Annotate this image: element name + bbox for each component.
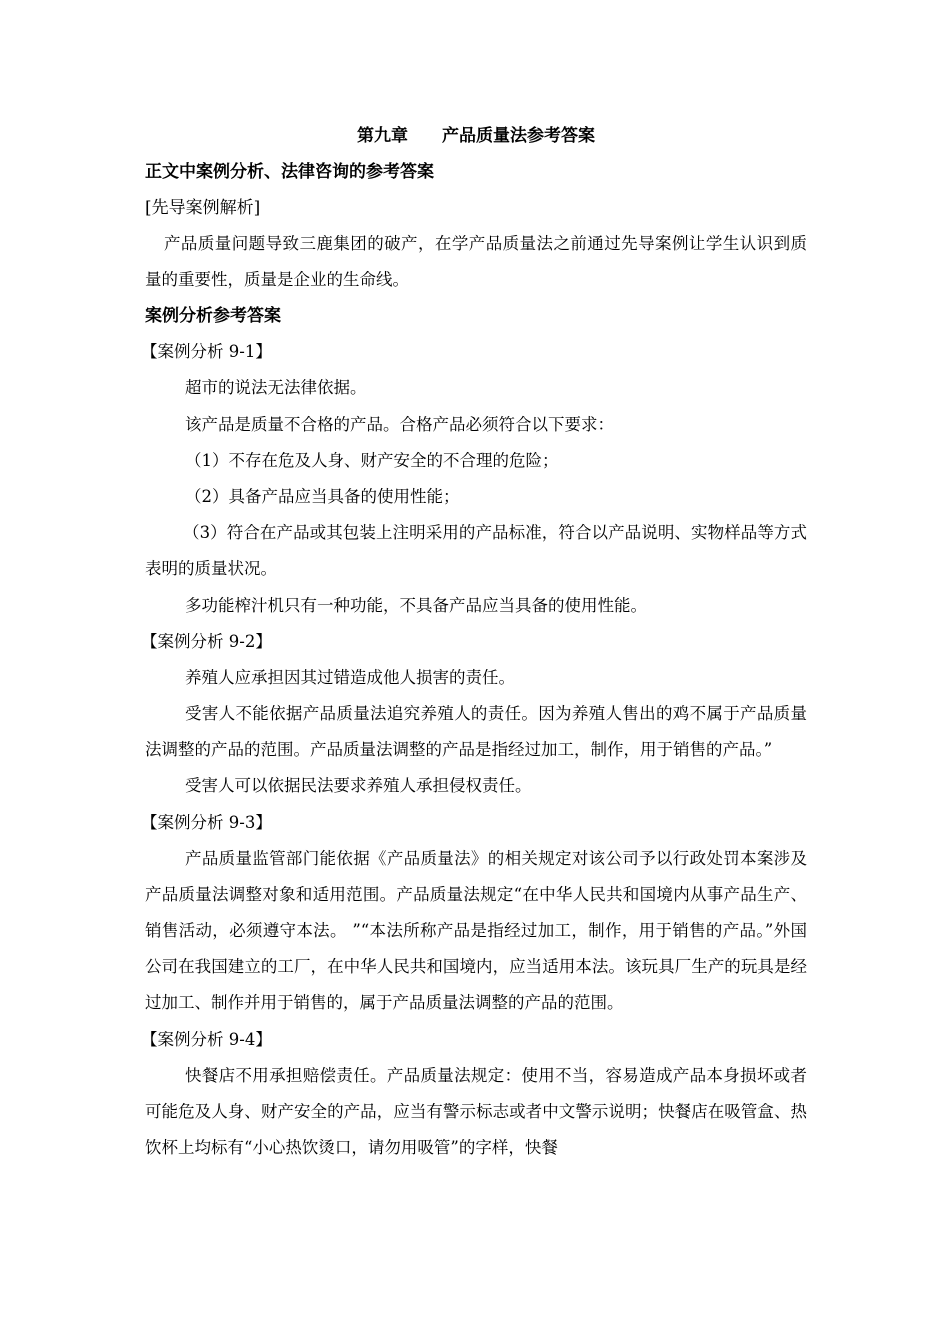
case-9-1-list-item: （3）符合在产品或其包装上注明采用的产品标准，符合以产品说明、实物样品等方式表明的质量状况。 <box>145 523 807 579</box>
intro-paragraph: 产品质量问题导致三鹿集团的破产，在学产品质量法之前通过先导案例让学生认识到质量的重要性，质量是企业的生命线。 <box>145 234 807 290</box>
section-heading: 正文中案例分析、法律咨询的参考答案 <box>145 162 434 182</box>
case-9-4-paragraph: 快餐店不用承担赔偿责任。产品质量法规定：使用不当，容易造成产品本身损坏或者可能危及人身、财产安全的产品，应当有警示标志或者中文警示说明；快餐店在吸管盒、热饮杯上均标有“小心热饮烫口，请勿用吸管”的字样，快餐 <box>145 1065 807 1158</box>
case-9-1-paragraph: 多功能榨汁机只有一种功能，不具备产品应当具备的使用性能。 <box>185 595 647 615</box>
case-9-1-paragraph: 该产品是质量不合格的产品。合格产品必须符合以下要求： <box>185 414 614 434</box>
case-9-1-list-item: （2）具备产品应当具备的使用性能； <box>185 487 460 507</box>
case-label-9-1: 【案例分析 9-1】 <box>141 342 272 362</box>
chapter-number: 第九章 <box>357 126 408 146</box>
case-9-3-paragraph: 产品质量监管部门能依据《产品质量法》的相关规定对该公司予以行政处罚本案涉及产品质量法调整对象和适用范围。产品质量法规定“在中华人民共和国境内从事产品生产、销售活动，必须遵守本法。 ”“本法所称产品是指经过加工，制作，用于销售的产品。”外国公司在我国建立的工厂，在中华人民共和国境内，应当适用本法。该玩具厂生产的玩具是经过加工、制作并用于销售的，属于产品质量法调整的产品的范围。 <box>145 848 807 1013</box>
case-label-9-2: 【案例分析 9-2】 <box>141 631 272 651</box>
case-answers-heading: 案例分析参考答案 <box>145 306 281 327</box>
case-9-2-paragraph: 养殖人应承担因其过错造成他人损害的责任。 <box>185 667 515 687</box>
chapter-title <box>145 118 807 154</box>
chapter-name: 产品质量法参考答案 <box>442 126 595 146</box>
case-9-1-paragraph: 超市的说法无法律依据。 <box>185 378 367 398</box>
case-9-2-paragraph: 受害人可以依据民法要求养殖人承担侵权责任。 <box>185 776 532 796</box>
case-9-1-list-item: （1）不存在危及人身、财产安全的不合理的危险； <box>185 450 559 470</box>
case-9-2-paragraph: 受害人不能依据产品质量法追究养殖人的责任。因为养殖人售出的鸡不属于产品质量法调整的产品的范围。产品质量法调整的产品是指经过加工，制作，用于销售的产品。” <box>145 704 807 760</box>
case-label-9-4: 【案例分析 9-4】 <box>141 1029 272 1049</box>
case-label-9-3: 【案例分析 9-3】 <box>141 812 272 832</box>
intro-label: [先导案例解析] <box>145 198 261 218</box>
document-body <box>141 118 807 1166</box>
